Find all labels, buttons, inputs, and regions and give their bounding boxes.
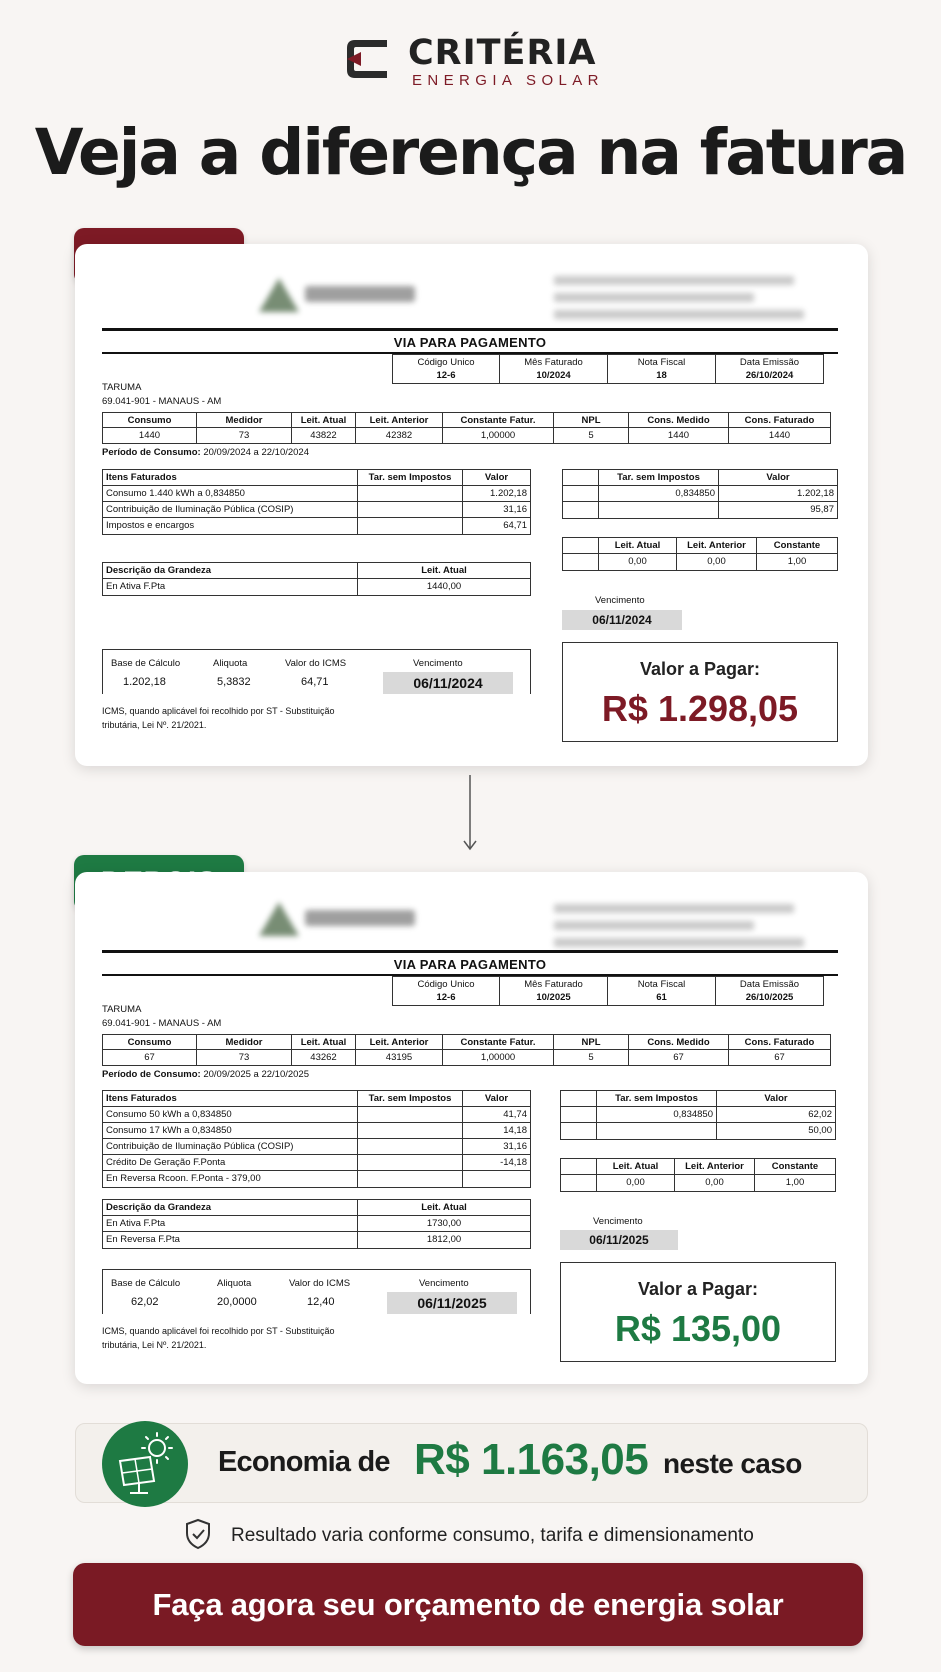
- quote-cta-button[interactable]: Faça agora seu orçamento de energia solar: [73, 1563, 863, 1646]
- header-labels: Código Unico Mês Faturado Nota Fiscal Data Emissão: [392, 976, 824, 992]
- blurred-utility-info: [554, 276, 804, 327]
- table-row: Impostos e encargos 64,71: [103, 518, 530, 534]
- brand-logo: [0, 30, 941, 90]
- amount-due-label: Valor a Pagar:: [637, 1279, 759, 1299]
- bill-card-after: [75, 872, 868, 1384]
- header-values: 12-6 10/2025 61 26/10/2025: [392, 990, 824, 1006]
- due-date-label: Vencimento: [595, 595, 645, 606]
- customer-name: TARUMA: [102, 382, 142, 393]
- disclaimer: [0, 1518, 941, 1550]
- via-title: VIA PARA PAGAMENTO: [393, 335, 547, 350]
- meter-header-row: Consumo Medidor Leit. Atual Leit. Anterior Constante Fatur. NPL Cons. Medido Cons. Faturado: [102, 1034, 831, 1050]
- table-row: Consumo 17 kWh a 0,834850 14,18: [103, 1123, 530, 1139]
- table-row: En Reversa Rcoon. F.Ponta - 379,00: [103, 1171, 530, 1187]
- brand-tagline: ENERGIA SOLAR: [412, 72, 604, 89]
- consumption-period: Período de Consumo: 20/09/2024 a 22/10/2024: [102, 447, 309, 458]
- footnote-line-2: tributária, Lei Nº. 21/2021.: [102, 720, 207, 730]
- amount-due-box: [560, 1262, 836, 1362]
- disclaimer-text: Resultado varia conforme consumo, tarifa e dimensionamento: [231, 1525, 754, 1546]
- table-row: Consumo 50 kWh a 0,834850 41,74: [103, 1107, 530, 1123]
- savings-amount: R$ 1.163,05: [414, 1435, 649, 1484]
- blurred-utility-logo: [259, 276, 419, 316]
- top-rule: [102, 328, 838, 331]
- items-table: Itens Faturados Tar. sem Impostos Valor Consumo 1.440 kWh a 0,834850 1.202,18 Contribuição de Iluminação Pública (COSIP) 31,16 Impostos e encargos 64,71: [102, 469, 531, 535]
- customer-address: 69.041-901 - MANAUS - AM: [102, 396, 222, 407]
- footnote-line-1: ICMS, quando aplicável foi recolhido por ST - Substituição: [102, 706, 335, 716]
- customer-name: TARUMA: [102, 1004, 142, 1015]
- savings-prefix: Economia de: [218, 1446, 390, 1478]
- amount-due-box: [562, 642, 838, 742]
- via-title: VIA PARA PAGAMENTO: [393, 957, 547, 972]
- customer-address: 69.041-901 - MANAUS - AM: [102, 1018, 222, 1029]
- page-title: Veja a diferença na fatura: [34, 116, 907, 189]
- amount-due-label: Valor a Pagar:: [639, 659, 761, 679]
- meter-value-row: 1440 73 43822 42382 1,00000 5 1440 1440: [102, 428, 831, 444]
- tariff-table: Tar. sem Impostos Valor 0,834850 1.202,18 95,87: [562, 469, 838, 519]
- top-rule: [102, 950, 838, 953]
- items-table: Itens Faturados Tar. sem Impostos Valor Consumo 50 kWh a 0,834850 41,74 Consumo 17 kWh a 0,834850 14,18 Contribuição de Iluminação Pública (COSIP) 31,16 Crédito De Geração F.Ponta -14,18 En Reversa Rcoon. F.Ponta - 379,00: [102, 1090, 531, 1188]
- grandeza-table: Descrição da Grandeza Leit. Atual En Ativa F.Pta 1730,00 En Reversa F.Pta 1812,00: [102, 1199, 531, 1249]
- due-date: 06/11/2025: [560, 1230, 678, 1250]
- brand-name: CRITÉRIA: [408, 33, 597, 73]
- tariff-table: Tar. sem Impostos Valor 0,834850 62,02 50,00: [560, 1090, 836, 1140]
- blurred-utility-info: [554, 904, 804, 955]
- meter-header-row: Consumo Medidor Leit. Atual Leit. Anterior Constante Fatur. NPL Cons. Medido Cons. Faturado: [102, 412, 831, 428]
- header-values: 12-6 10/2024 18 26/10/2024: [392, 368, 824, 384]
- table-row: Contribuição de Iluminação Pública (COSIP) 31,16: [103, 1139, 530, 1155]
- header-labels: Código Unico Mês Faturado Nota Fiscal Data Emissão: [392, 354, 824, 370]
- criteria-logo-icon: [341, 34, 393, 84]
- arrow-down-icon: [462, 775, 478, 853]
- meter-value-row: 67 73 43262 43195 1,00000 5 67 67: [102, 1050, 831, 1066]
- bill-card-before: [75, 244, 868, 766]
- due-date-label: Vencimento: [593, 1216, 643, 1227]
- table-row: En Ativa F.Pta 1730,00: [103, 1216, 530, 1232]
- savings-suffix: neste caso: [663, 1448, 802, 1479]
- table-row: 50,00: [561, 1123, 835, 1139]
- table-row: Crédito De Geração F.Ponta -14,18: [103, 1155, 530, 1171]
- table-row: 95,87: [563, 502, 837, 518]
- table-row: 0,834850 1.202,18: [563, 486, 837, 502]
- table-row: En Reversa F.Pta 1812,00: [103, 1232, 530, 1248]
- savings-banner: [75, 1423, 868, 1503]
- solar-panel-icon: [102, 1421, 188, 1507]
- amount-due-value: R$ 1.298,05: [601, 688, 799, 729]
- footnote-line-2: tributária, Lei Nº. 21/2021.: [102, 1340, 207, 1350]
- shield-check-icon: [184, 1518, 212, 1550]
- icms-box: Base de Cálculo Aliquota Valor do ICMS Vencimento 62,02 20,0000 12,40 06/11/2025: [102, 1269, 531, 1314]
- amount-due-value: R$ 135,00: [614, 1308, 782, 1349]
- table-row: Consumo 1.440 kWh a 0,834850 1.202,18: [103, 486, 530, 502]
- table-row: 0,834850 62,02: [561, 1107, 835, 1123]
- table-row: Contribuição de Iluminação Pública (COSIP) 31,16: [103, 502, 530, 518]
- consumption-period: Período de Consumo: 20/09/2025 a 22/10/2025: [102, 1069, 309, 1080]
- footnote-line-1: ICMS, quando aplicável foi recolhido por ST - Substituição: [102, 1326, 335, 1336]
- reading-table: Leit. Atual Leit. Anterior Constante 0,00 0,00 1,00: [560, 1158, 836, 1192]
- reading-table: Leit. Atual Leit. Anterior Constante 0,00 0,00 1,00: [562, 537, 838, 571]
- grandeza-table: Descrição da Grandeza Leit. Atual En Ativa F.Pta 1440,00: [102, 562, 531, 596]
- icms-box: Base de Cálculo Aliquota Valor do ICMS Vencimento 1.202,18 5,3832 64,71 06/11/2024: [102, 649, 531, 694]
- due-date: 06/11/2024: [562, 610, 682, 630]
- table-row: En Ativa F.Pta 1440,00: [103, 579, 530, 595]
- blurred-utility-logo: [259, 900, 419, 940]
